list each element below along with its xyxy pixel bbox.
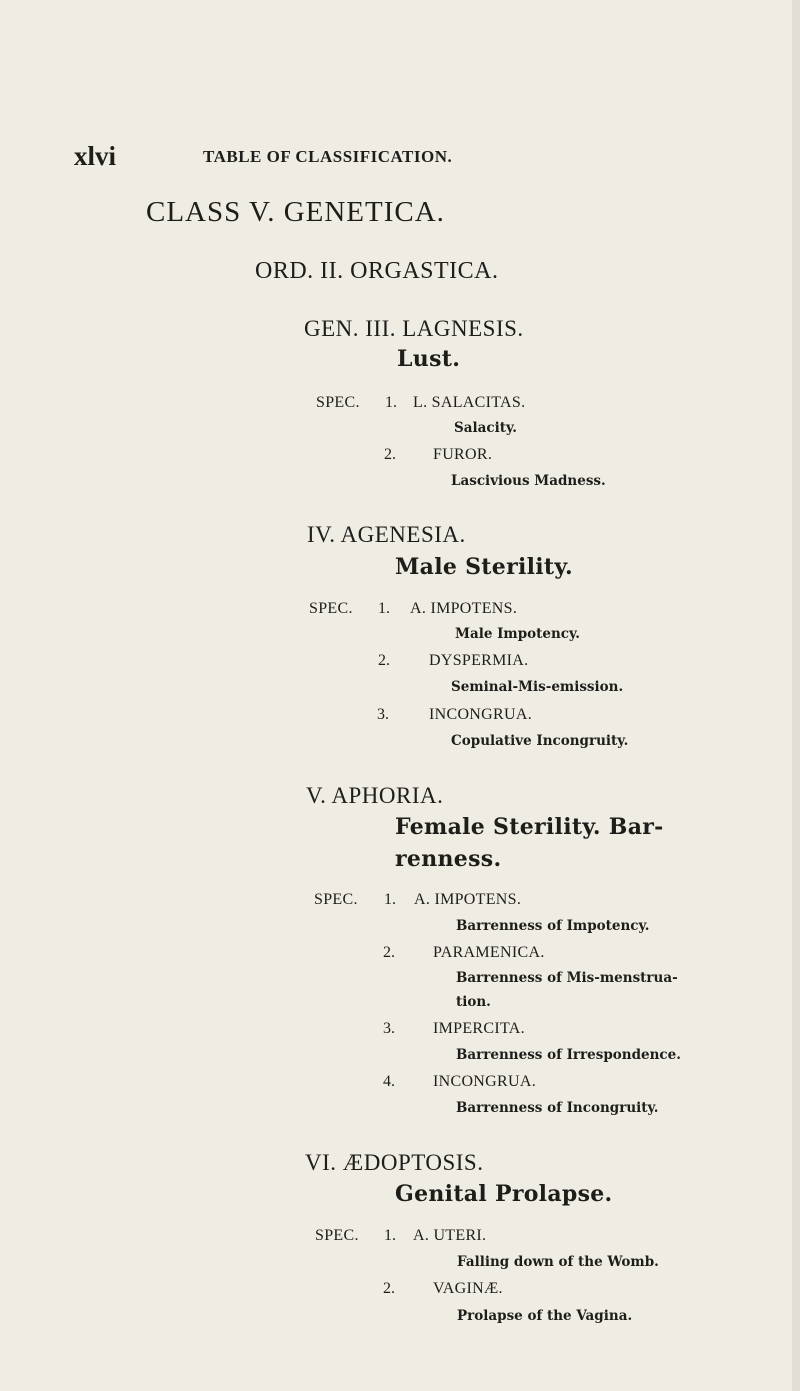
genus-heading: V. APHORIA. xyxy=(306,783,444,808)
spec-label: SPEC. xyxy=(309,600,353,617)
genus-english-line1: Female Sterility. Bar- xyxy=(395,814,664,840)
species-english: Lascivious Madness. xyxy=(451,473,606,489)
species-english: Barrenness of Irrespondence. xyxy=(456,1047,681,1063)
species-number: 4. xyxy=(383,1073,395,1090)
species-english: Falling down of the Womb. xyxy=(457,1254,659,1270)
species-name: IMPERCITA. xyxy=(433,1020,525,1037)
species-name: DYSPERMIA. xyxy=(429,652,529,669)
species-english: Copulative Incongruity. xyxy=(451,733,629,749)
species-name: L. SALACITAS. xyxy=(413,394,526,411)
species-number: 2. xyxy=(378,652,390,669)
genus-heading: GEN. III. LAGNESIS. xyxy=(304,316,524,341)
page-folio: xlvi xyxy=(74,141,117,171)
species-number: 2. xyxy=(383,1280,395,1297)
species-english-line1: Barrenness of Mis-menstrua- xyxy=(456,970,678,986)
species-number: 1. xyxy=(378,600,390,617)
species-english: Salacity. xyxy=(454,420,517,436)
genus-heading: IV. AGENESIA. xyxy=(307,522,466,547)
species-english: Barrenness of Incongruity. xyxy=(456,1100,659,1116)
species-number: 1. xyxy=(385,394,397,411)
species-english: Male Impotency. xyxy=(455,626,581,642)
species-name: A. IMPOTENS. xyxy=(410,600,518,617)
genus-english: Lust. xyxy=(397,346,461,372)
species-number: 3. xyxy=(383,1020,395,1037)
species-name: A. UTERI. xyxy=(413,1227,487,1244)
order-title: ORD. II. ORGASTICA. xyxy=(255,258,499,284)
species-name: VAGINÆ. xyxy=(433,1280,503,1297)
species-name: A. IMPOTENS. xyxy=(414,891,522,908)
species-name: PARAMENICA. xyxy=(433,944,545,961)
species-number: 2. xyxy=(384,446,396,463)
class-title: CLASS V. GENETICA. xyxy=(146,196,445,228)
species-english: Prolapse of the Vagina. xyxy=(457,1308,633,1324)
species-number: 1. xyxy=(384,1227,396,1244)
species-name: INCONGRUA. xyxy=(429,706,532,723)
species-number: 2. xyxy=(383,944,395,961)
species-english: Seminal-Mis-emission. xyxy=(451,679,624,695)
running-title: TABLE OF CLASSIFICATION. xyxy=(203,147,453,166)
genus-english: Male Sterility. xyxy=(395,554,573,580)
spec-label: SPEC. xyxy=(314,891,358,908)
species-english: Barrenness of Impotency. xyxy=(456,918,650,934)
genus-english-line2: renness. xyxy=(395,846,502,872)
page-edge-shadow xyxy=(792,0,800,1391)
species-name: FUROR. xyxy=(433,446,493,463)
genus-heading: VI. ÆDOPTOSIS. xyxy=(305,1150,484,1175)
species-english-line2: tion. xyxy=(456,994,491,1010)
spec-label: SPEC. xyxy=(315,1227,359,1244)
species-number: 1. xyxy=(384,891,396,908)
species-name: INCONGRUA. xyxy=(433,1073,536,1090)
species-number: 3. xyxy=(377,706,389,723)
spec-label: SPEC. xyxy=(316,394,360,411)
genus-english: Genital Prolapse. xyxy=(395,1181,613,1207)
